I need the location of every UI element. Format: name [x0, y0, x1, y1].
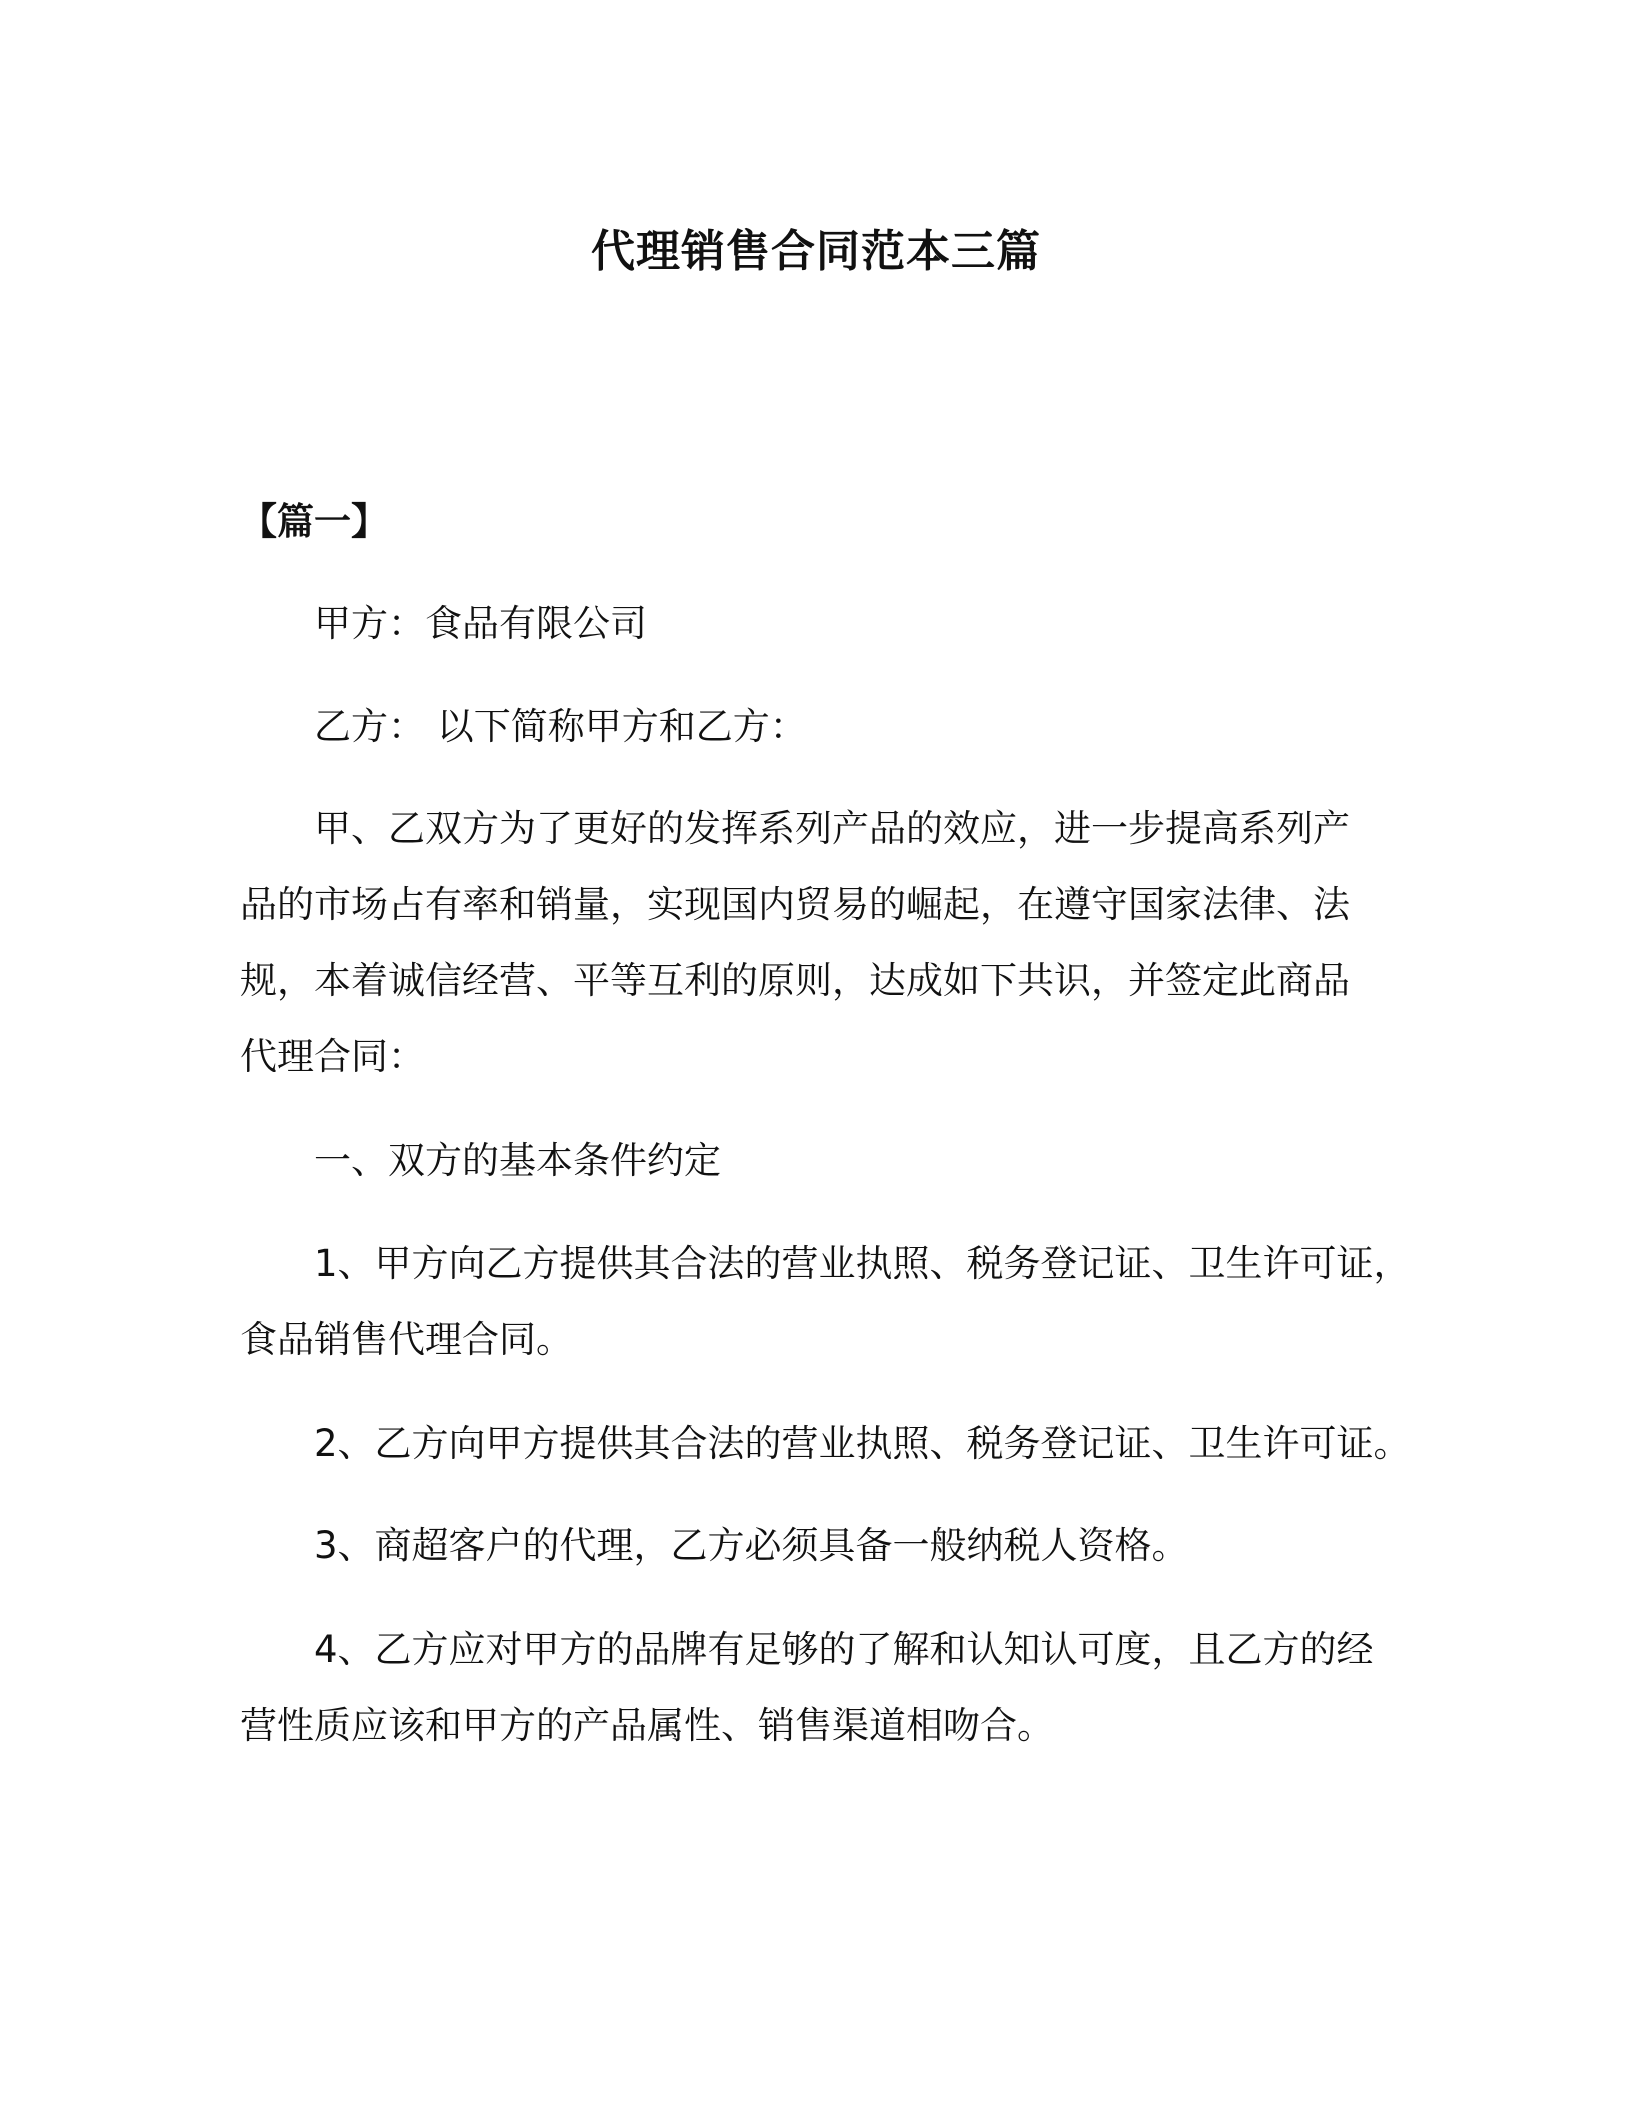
party-a-line: 甲方：食品有限公司 [314, 602, 647, 645]
intro-paragraph-line: 甲、乙双方为了更好的发挥系列产品的效应，进一步提高系列产 [314, 807, 1350, 850]
clause-item-line: 食品销售代理合同。 [240, 1318, 573, 1361]
clause-item-line: 3、商超客户的代理，乙方必须具备一般纳税人资格。 [314, 1524, 1189, 1567]
intro-paragraph-line: 代理合同： [240, 1035, 425, 1078]
party-b-line: 乙方： 以下简称甲方和乙方： [314, 705, 807, 748]
section-heading: 【篇一】 [240, 500, 388, 543]
clause-item-line: 4、乙方应对甲方的品牌有足够的了解和认知认可度，且乙方的经 [314, 1628, 1374, 1671]
clause-item-line: 1、甲方向乙方提供其合法的营业执照、税务登记证、卫生许可证， [314, 1242, 1411, 1285]
document-title: 代理销售合同范本三篇 [591, 226, 1041, 277]
intro-paragraph-line: 品的市场占有率和销量，实现国内贸易的崛起，在遵守国家法律、法 [240, 883, 1350, 926]
clause-title: 一、双方的基本条件约定 [314, 1139, 721, 1182]
clause-item-line: 2、乙方向甲方提供其合法的营业执照、税务登记证、卫生许可证。 [314, 1422, 1411, 1465]
clause-item-line: 营性质应该和甲方的产品属性、销售渠道相吻合。 [240, 1704, 1054, 1747]
intro-paragraph-line: 规，本着诚信经营、平等互利的原则，达成如下共识，并签定此商品 [240, 959, 1350, 1002]
